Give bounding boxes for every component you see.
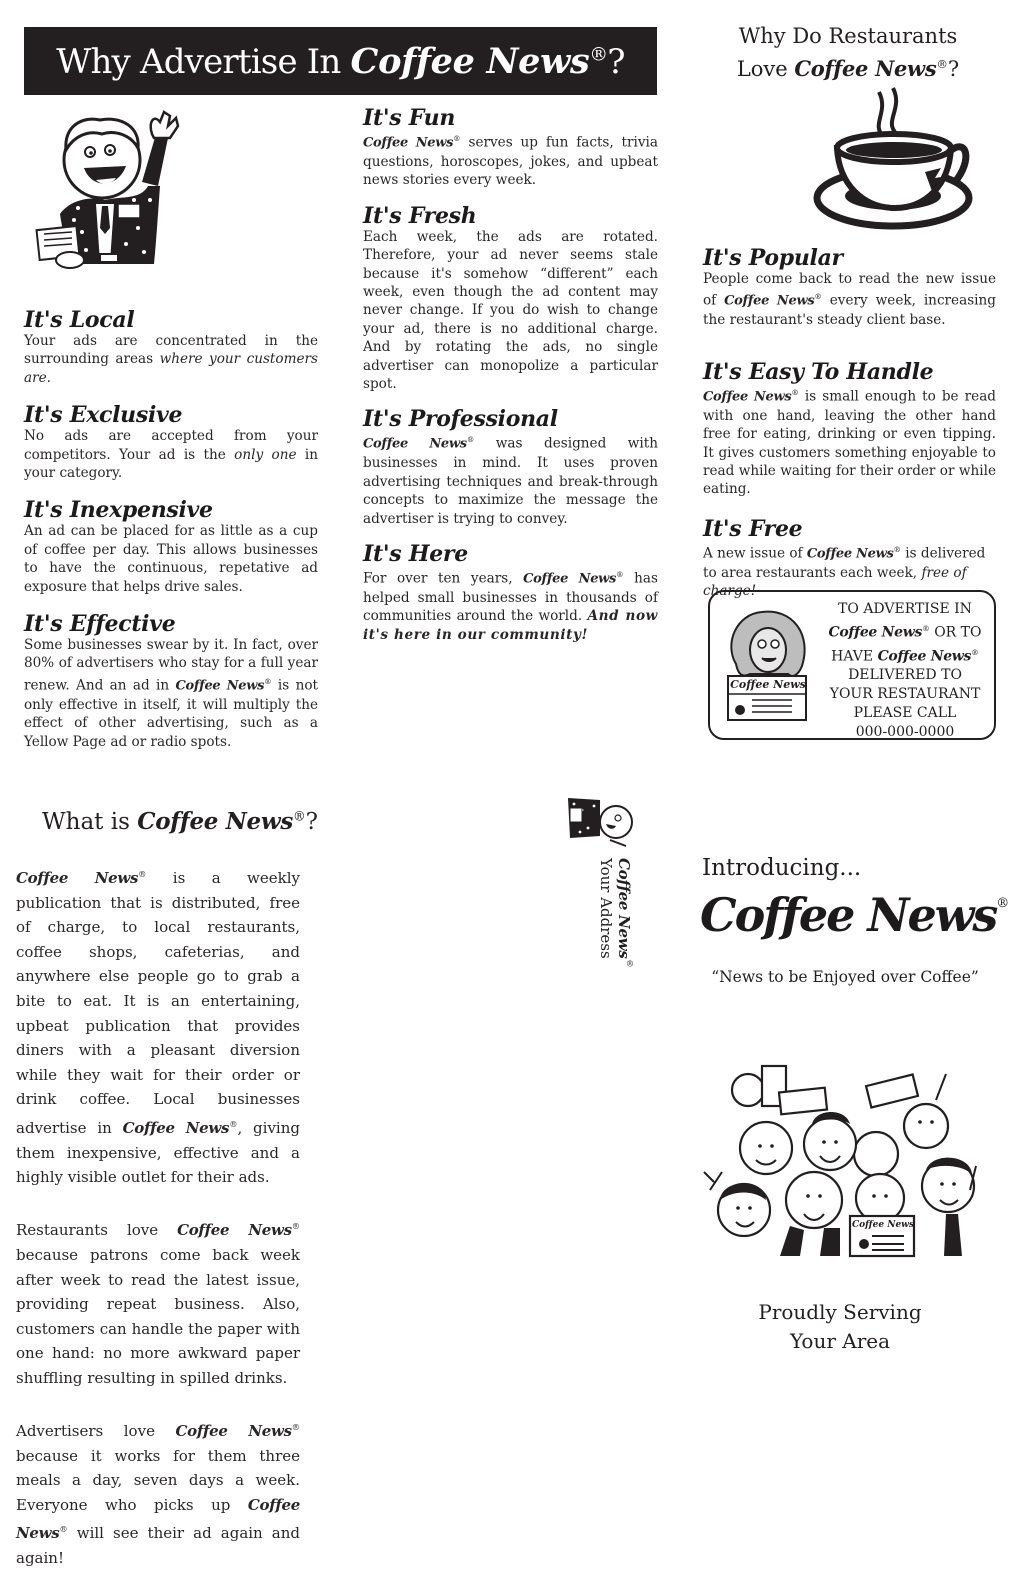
brand-name: Coffee News <box>363 436 467 452</box>
registered-mark: ® <box>616 569 624 579</box>
benefit-text <box>363 130 658 190</box>
middle-benefits-column <box>363 106 658 658</box>
benefit-title: It's Inexpensive <box>24 497 213 524</box>
benefit-text <box>363 431 658 528</box>
benefit-text <box>24 332 318 387</box>
banner-title <box>56 41 624 82</box>
registered-mark: ® <box>291 1221 300 1232</box>
benefit-exclusive <box>24 403 318 482</box>
benefit-easy-to-handle <box>703 360 996 499</box>
benefit-inexpensive <box>24 498 318 596</box>
brand-name: Coffee News <box>794 56 937 81</box>
brand-name: Coffee News <box>363 135 454 151</box>
what-is-body <box>16 862 300 1595</box>
text-run: was designed with businesses in mind. It uses proven advertising techniques and break-through concepts to maximize the message the advertiser is trying to convey. <box>363 435 659 527</box>
benefit-text: An ad can be placed for as little as a cup of coffee per day. This allows businesses to have the continuous, repetative ad exposure that helps drive sales. <box>24 523 318 595</box>
mailer-address: Your Address <box>597 858 615 959</box>
mailer-brand <box>615 858 639 969</box>
registered-mark: ® <box>791 387 799 397</box>
right-benefits-column <box>703 246 996 614</box>
proudly-serving-line1: Proudly Serving <box>758 1300 922 1324</box>
text-run: is not only effective in itself, it will multiply the effect of other advertising, such as a Yellow Page ad or radio spots. <box>24 677 318 750</box>
benefit-title: It's Effective <box>24 611 176 638</box>
contact-text <box>820 600 990 742</box>
brand-name: Coffee News <box>724 293 815 309</box>
text-run: because it works for them three meals a day, seven days a week. Everyone who picks up <box>16 1446 300 1514</box>
brand-name: Coffee News <box>523 571 617 587</box>
contact-line: PLEASE CALL <box>853 705 957 722</box>
benefit-title: It's Fresh <box>363 202 477 229</box>
restaurants-heading <box>700 22 996 83</box>
text-run: Restaurants love <box>16 1221 178 1240</box>
benefit-title: It's Free <box>703 515 803 542</box>
brand-name: Coffee News <box>615 858 633 959</box>
emphasis-text: only one <box>234 446 297 463</box>
benefit-text <box>24 636 318 751</box>
text-run: because patrons come back week after week to read the latest issue, providing repeat business. Also, customers can handle the paper with one hand: no more awkward paper shuffling resulting in spilled drinks. <box>16 1245 300 1387</box>
text-run: every week, increasing the restaurant's steady client base. <box>703 292 996 329</box>
contact-box <box>708 590 996 740</box>
benefit-fun <box>363 106 658 190</box>
registered-mark: ® <box>466 435 475 445</box>
banner-title-suffix: ? <box>607 41 625 82</box>
text-run: , giving them inexpensive, effective and a highly visible outlet for their ads. <box>16 1118 300 1187</box>
left-benefits-column <box>24 308 318 765</box>
contact-line: YOUR RESTAURANT <box>829 686 981 703</box>
coffee-cup-icon <box>815 86 975 232</box>
text-run: has helped small businesses in thousands of communities around the world. <box>363 570 658 625</box>
woman-with-newspaper-illustration <box>722 604 818 722</box>
text-run: is a weekly publication that is distributed, free of charge, to local restaurants, coffee shops, cafeterias, and anywhere else people go to grab a bite to eat. It is an entertaining, upbeat publication that provides diners with a pleasant diversion while they wait for their order or drink coffee. Local businesses advertise in <box>16 869 300 1137</box>
banner-title-prefix: Why Advertise In <box>56 41 351 82</box>
brand-name: Coffee News <box>177 1221 292 1240</box>
benefit-fresh <box>363 204 658 394</box>
restaurants-heading-line1: Why Do Restaurants <box>738 24 958 48</box>
registered-mark: ® <box>453 134 461 143</box>
tagline: “News to be Enjoyed over Coffee” <box>711 968 979 986</box>
crowd-sign-label: Coffee News <box>852 1220 914 1230</box>
mailer-address-block <box>595 858 639 969</box>
text-run: is small enough to be read with one hand, leaving the other hand free for eating, drinking or even tipping. It gives customers something enjoyable to read while waiting for their order or while eating. <box>703 388 996 498</box>
contact-line: TO ADVERTISE IN <box>838 601 972 617</box>
waving-man-illustration <box>30 104 180 276</box>
contact-line: DELIVERED TO <box>848 667 962 684</box>
registered-mark: ® <box>971 647 979 657</box>
benefit-popular <box>703 246 996 330</box>
registered-mark: ® <box>996 896 1009 911</box>
proudly-serving <box>700 1298 980 1356</box>
registered-mark: ® <box>936 57 948 71</box>
benefit-title: It's Professional <box>363 406 558 433</box>
registered-mark: ® <box>814 292 822 302</box>
emphasis-text: where your customers are. <box>24 351 318 386</box>
text-run: ? <box>305 809 319 835</box>
contact-line <box>820 643 990 667</box>
registered-mark: ® <box>293 808 306 824</box>
registered-mark: ® <box>625 958 635 969</box>
benefit-text: Each week, the ads are rotated. Therefore, your ad never seems stale because it's somehow “different” each week, even though the ad content may never change. If you do wish to change your ad, there is no additional charge. And by rotating the ads, no single advertiser can monopolize a particular spot. <box>363 228 658 392</box>
text-run: Your ads are concentrated in the surrounding areas <box>24 333 318 368</box>
text-run: HAVE <box>831 648 878 665</box>
benefit-local <box>24 308 318 387</box>
registered-mark: ® <box>922 624 930 633</box>
registered-mark: ® <box>589 44 608 66</box>
brand-name: Coffee News <box>16 1495 300 1543</box>
registered-mark: ® <box>59 1524 68 1535</box>
benefit-title: It's Exclusive <box>24 402 183 429</box>
benefit-title: It's Here <box>363 540 468 567</box>
brand-name: Coffee News <box>16 869 139 887</box>
benefit-text <box>363 566 658 644</box>
benefit-title: It's Popular <box>703 245 843 271</box>
emphasis-text: And now it's here in our community! <box>363 608 658 643</box>
brand-name: Coffee News <box>828 624 923 641</box>
text-run: For over ten years, <box>363 570 524 587</box>
brand-name: Coffee News <box>877 648 972 665</box>
text-run: A new issue of <box>703 545 807 562</box>
logo-text: Coffee News <box>700 888 997 942</box>
restaurants-heading-line2 <box>700 50 996 83</box>
text-run: Some businesses swear by it. In fact, over 80% of advertisers who stay for a full year renew. And an ad in <box>24 637 318 694</box>
brand-name: Coffee News <box>806 546 894 562</box>
what-is-heading <box>42 808 318 835</box>
brand-name: Coffee News <box>175 1422 292 1441</box>
registered-mark: ® <box>264 676 272 686</box>
text-run: will see their ad again and again! <box>16 1524 300 1568</box>
mailer-man-illustration <box>560 790 640 850</box>
text-run: OR TO <box>929 624 982 641</box>
header-banner <box>24 27 657 95</box>
phone-number[interactable]: 000-000-0000 <box>855 724 955 741</box>
newspaper-label: Coffee News <box>730 678 806 691</box>
text-run: People come back to read the new issue of <box>703 271 996 309</box>
brand-name: Coffee News <box>122 1118 230 1137</box>
emphasis-text: free of charge! <box>703 564 967 600</box>
registered-mark: ® <box>138 869 147 879</box>
cheering-crowd-illustration <box>700 1060 980 1260</box>
benefit-title: It's Fun <box>363 105 456 131</box>
benefit-title: It's Local <box>24 307 135 333</box>
text-run: What is <box>42 809 138 835</box>
brand-name: Coffee News <box>703 389 792 405</box>
benefit-professional <box>363 407 658 528</box>
text-run: Advertisers love <box>16 1422 176 1441</box>
contact-line <box>820 619 990 643</box>
registered-mark: ® <box>893 544 901 554</box>
text-run: No ads are accepted from your competitors. Your ad is the <box>24 428 318 463</box>
registered-mark: ® <box>291 1422 300 1433</box>
mailer-panel <box>555 790 645 969</box>
text-run: ? <box>947 57 960 81</box>
benefit-here <box>363 542 658 644</box>
what-is-paragraph-2 <box>16 1214 300 1390</box>
proudly-serving-line2: Your Area <box>789 1329 891 1353</box>
text-run: serves up fun facts, trivia questions, horoscopes, jokes, and upbeat news stories every week. <box>363 134 658 189</box>
text-run: is delivered to area restaurants each week, <box>703 545 986 581</box>
brand-name: Coffee News <box>350 40 590 82</box>
introducing-label: Introducing... <box>702 855 862 881</box>
benefit-free <box>703 517 996 601</box>
text-run: in your category. <box>24 446 318 482</box>
coffee-news-logo <box>700 888 1009 942</box>
text-run: Love <box>736 57 795 81</box>
brand-name: Coffee News <box>137 808 294 835</box>
what-is-paragraph-1 <box>16 862 300 1190</box>
benefit-title: It's Easy To Handle <box>703 358 934 385</box>
benefit-text <box>24 427 318 482</box>
what-is-paragraph-3 <box>16 1415 300 1571</box>
registered-mark: ® <box>229 1118 238 1129</box>
benefit-effective <box>24 612 318 751</box>
benefit-text <box>703 270 996 330</box>
benefit-text <box>703 384 996 499</box>
brand-name: Coffee News <box>175 678 265 694</box>
